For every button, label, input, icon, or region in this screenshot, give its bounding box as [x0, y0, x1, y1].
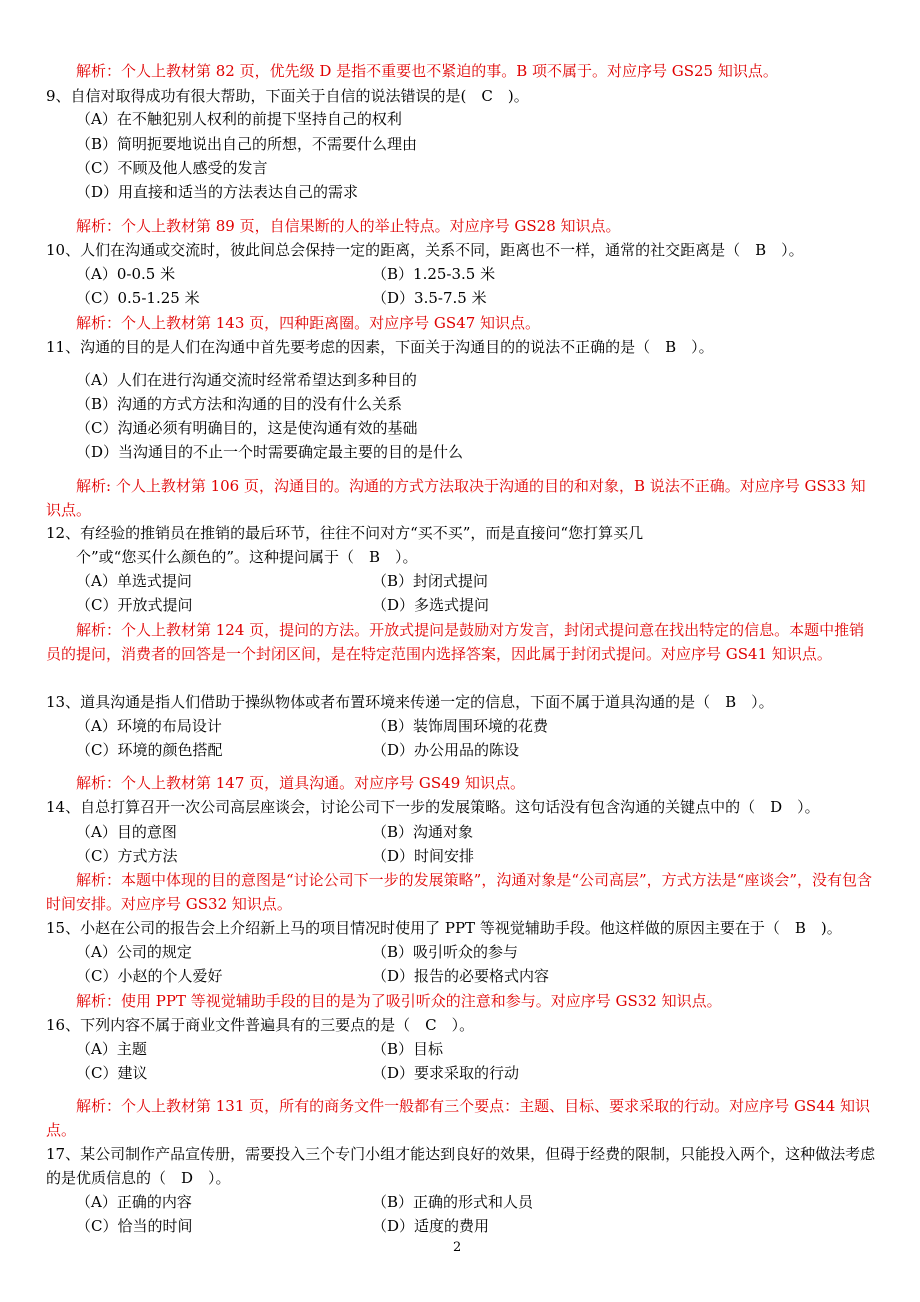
question-10: 10、人们在沟通或交流时，彼此间总会保持一定的距离，关系不同，距离也不一样，通常的社交距离是（ B ）。 — [46, 241, 804, 259]
analysis-10: 解析：个人上教材第 143 页，四种距离圈。对应序号 GS47 知识点。 — [76, 314, 541, 332]
option-15b: （B）吸引听众的参与 — [372, 943, 519, 961]
question-16: 16、下列内容不属于商业文件普遍具有的三要点的是（ C ）。 — [46, 1016, 475, 1034]
question-12-line1: 12、有经验的推销员在推销的最后环节，往往不问对方“买不买”，而是直接问“您打算买几 — [46, 524, 644, 542]
option-17c: （C）恰当的时间 — [76, 1217, 193, 1235]
option-11d: （D）当沟通目的不止一个时需要确定最主要的目的是什么 — [76, 443, 464, 461]
option-14a: （A）目的意图 — [76, 823, 177, 841]
question-9: 9、自信对取得成功有很大帮助，下面关于自信的说法错误的是( C )。 — [46, 87, 529, 105]
analysis-12: 解析：个人上教材第 124 页，提问的方法。开放式提问是鼓励对方发言，封闭式提问意在找出特定的信息。本题中推销员的提问，消费者的回答是一个封闭区间，是在特定范围内选择答案，因此属于封闭式提问。对应序号 GS41 知识点。 — [46, 621, 865, 663]
option-13c: （C）环境的颜色搭配 — [76, 741, 223, 759]
option-9c: （C）不顾及他人感受的发言 — [76, 159, 268, 177]
option-16d: （D）要求采取的行动 — [372, 1064, 520, 1082]
option-13d: （D）办公用品的陈设 — [372, 741, 520, 759]
question-11: 11、沟通的目的是人们在沟通中首先要考虑的因素，下面关于沟通目的的说法不正确的是（ B ）。 — [46, 338, 714, 356]
option-17a: （A）正确的内容 — [76, 1193, 192, 1211]
option-10c: （C）0.5-1.25 米 — [76, 289, 200, 307]
option-11c: （C）沟通必须有明确目的，这是使沟通有效的基础 — [76, 419, 418, 437]
question-14: 14、自总打算召开一次公司高层座谈会，讨论公司下一步的发展策略。这句话没有包含沟通的关键点中的（ D ）。 — [46, 798, 820, 816]
option-10b: （B）1.25-3.5 米 — [372, 265, 496, 283]
option-10d: （D）3.5-7.5 米 — [372, 289, 487, 307]
option-11b: （B）沟通的方式方法和沟通的目的没有什么关系 — [76, 395, 403, 413]
analysis-16: 解析：个人上教材第 131 页，所有的商务文件一般都有三个要点：主题、目标、要求采取的行动。对应序号 GS44 知识点。 — [46, 1097, 871, 1139]
option-9a: （A）在不触犯别人权利的前提下坚持自己的权利 — [76, 110, 402, 128]
option-15d: （D）报告的必要格式内容 — [372, 967, 550, 985]
option-17d: （D）适度的费用 — [372, 1217, 490, 1235]
option-12d: （D）多选式提问 — [372, 596, 490, 614]
analysis-8: 解析：个人上教材第 82 页，优先级 D 是指不重要也不紧迫的事。B 项不属于。对应序号 GS25 知识点。 — [76, 62, 778, 80]
option-16a: （A）主题 — [76, 1040, 147, 1058]
option-16b: （B）目标 — [372, 1040, 444, 1058]
option-12a: （A）单选式提问 — [76, 572, 192, 590]
option-15a: （A）公司的规定 — [76, 943, 192, 961]
question-13: 13、道具沟通是指人们借助于操纵物体或者布置环境来传递一定的信息，下面不属于道具沟通的是（ B ）。 — [46, 693, 774, 711]
option-14c: （C）方式方法 — [76, 847, 178, 865]
question-17: 17、某公司制作产品宣传册，需要投入三个专门小组才能达到良好的效果，但碍于经费的限制，只能投入两个，这种做法考虑的是优质信息的（ D ）。 — [46, 1145, 876, 1187]
question-15: 15、小赵在公司的报告会上介绍新上马的项目情况时使用了 PPT 等视觉辅助手段。他这样做的原因主要在于（ B )。 — [46, 919, 842, 937]
analysis-15: 解析：使用 PPT 等视觉辅助手段的目的是为了吸引听众的注意和参与。对应序号 GS32 知识点。 — [76, 992, 722, 1010]
option-13a: （A）环境的布局设计 — [76, 717, 222, 735]
analysis-13: 解析：个人上教材第 147 页，道具沟通。对应序号 GS49 知识点。 — [76, 774, 526, 792]
analysis-9: 解析：个人上教材第 89 页，自信果断的人的举止特点。对应序号 GS28 知识点。 — [76, 217, 621, 235]
question-12-line2: 个”或“您买什么颜色的”。这种提问属于（ B ）。 — [76, 548, 418, 566]
option-15c: （C）小赵的个人爱好 — [76, 967, 223, 985]
option-14b: （B）沟通对象 — [372, 823, 474, 841]
option-17b: （B）正确的形式和人员 — [372, 1193, 534, 1211]
option-16c: （C）建议 — [76, 1064, 148, 1082]
option-10a: （A）0-0.5 米 — [76, 265, 176, 283]
analysis-11: 解析: 个人上教材第 106 页，沟通目的。沟通的方式方法取决于沟通的目的和对象，B 说法不正确。对应序号 GS33 知识点。 — [46, 477, 866, 519]
option-12b: （B）封闭式提问 — [372, 572, 489, 590]
page-number: 2 — [453, 1240, 462, 1255]
analysis-14: 解析：本题中体现的目的意图是“讨论公司下一步的发展策略”，沟通对象是“公司高层”，方式方法是“座谈会”，没有包含时间安排。对应序号 GS32 知识点。 — [46, 871, 873, 913]
option-11a: （A）人们在进行沟通交流时经常希望达到多种目的 — [76, 371, 417, 389]
option-9b: （B）简明扼要地说出自己的所想，不需要什么理由 — [76, 135, 418, 153]
option-9d: （D）用直接和适当的方法表达自己的需求 — [76, 183, 359, 201]
option-12c: （C）开放式提问 — [76, 596, 193, 614]
option-13b: （B）装饰周围环境的花费 — [372, 717, 549, 735]
option-14d: （D）时间安排 — [372, 847, 475, 865]
